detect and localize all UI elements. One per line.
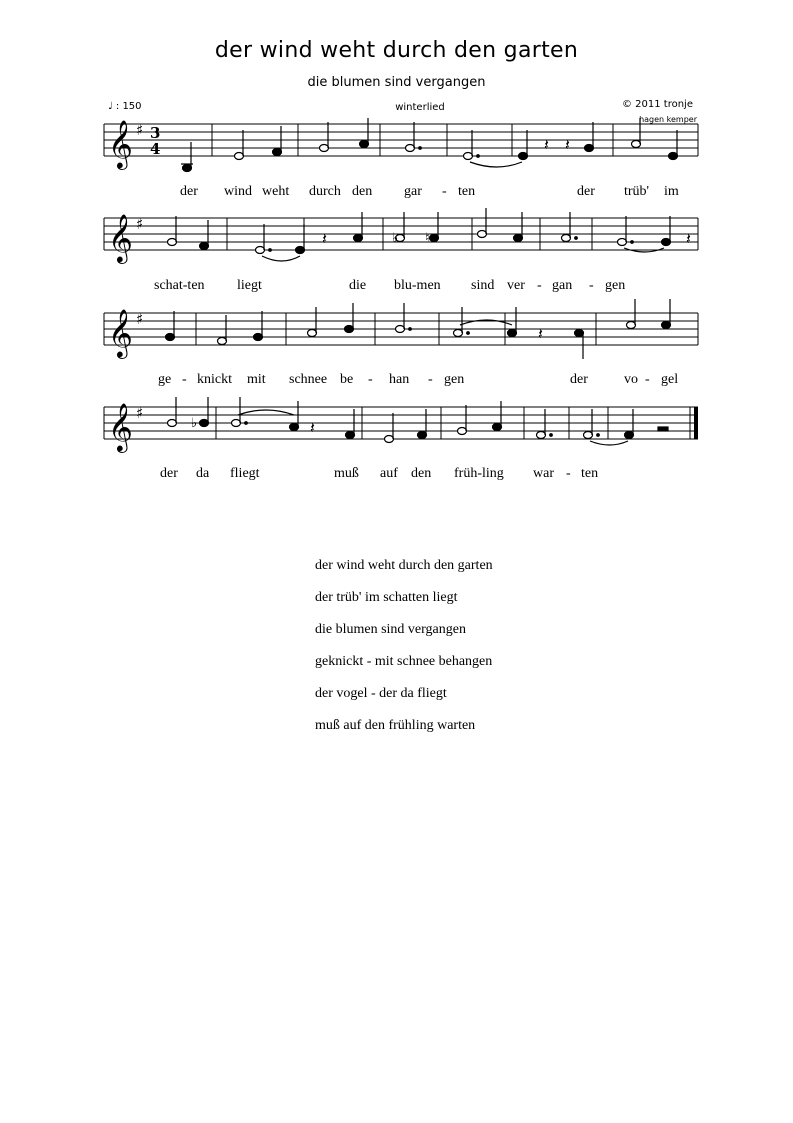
lyric-syllable: - (428, 372, 433, 387)
lyric-syllable: ten (458, 184, 476, 199)
lyric-syllable: - (566, 466, 571, 481)
quarter-rest-icon: 𝄽 (538, 324, 543, 343)
quarter-rest-icon: 𝄽 (565, 135, 570, 154)
notes-system-1 (181, 118, 678, 172)
lyric-syllable: ten (581, 466, 599, 481)
lyric-syllable: blu-men (394, 278, 441, 293)
lyric-syllable: der (160, 466, 178, 481)
lyric-syllable: schat-ten (154, 278, 205, 293)
piece-label: winterlied (395, 102, 445, 113)
verse-line: die blumen sind vergangen (315, 622, 466, 637)
key-signature-sharp: ♯ (136, 121, 144, 139)
lyric-syllable: die (349, 278, 367, 293)
key-signature-sharp: ♯ (136, 215, 144, 233)
time-signature-top: 3 (150, 124, 161, 142)
lyric-syllable: durch (309, 184, 341, 199)
staff-system-3 (104, 299, 698, 387)
lyric-syllable: - (182, 372, 187, 387)
lyric-syllable: sind (471, 278, 495, 293)
lyric-syllable: - (589, 278, 594, 293)
staff-system-1 (104, 118, 698, 199)
treble-clef-icon: 𝄞 (108, 213, 133, 262)
lyric-syllable: wind (224, 184, 252, 199)
lyric-syllable: mit (247, 372, 266, 387)
lyric-syllable: vo (624, 372, 638, 387)
flat-icon: ♭ (191, 416, 198, 431)
lyric-syllable: - (442, 184, 447, 199)
lyric-syllable: be (340, 372, 354, 387)
lyric-syllable: war (533, 466, 554, 481)
song-subtitle: die blumen sind vergangen (307, 75, 486, 90)
lyric-syllable: - (537, 278, 542, 293)
flat-icon: ♭ (392, 231, 399, 246)
lyric-syllable: gen (444, 372, 465, 387)
lyric-syllable: trüb' (624, 184, 650, 199)
copyright-notice: © 2011 tronje (621, 99, 693, 110)
verse-line: der wind weht durch den garten (315, 558, 493, 573)
lyric-syllable: den (352, 184, 373, 199)
lyric-syllable: knickt (197, 372, 232, 387)
time-signature-bottom: 4 (150, 140, 161, 158)
verse-line: muß auf den frühling warten (315, 718, 476, 733)
lyric-syllable: schnee (289, 372, 328, 387)
verse-line: geknickt - mit schnee behangen (315, 654, 493, 669)
lyric-syllable: gan (552, 278, 573, 293)
lyric-syllable: gar (404, 184, 422, 199)
music-score (0, 0, 793, 520)
lyric-syllable: gen (605, 278, 626, 293)
notes-system-4 (168, 397, 669, 445)
lyric-syllable: han (389, 372, 410, 387)
lyric-syllable: früh-ling (454, 466, 504, 481)
lyrics-system-1 (180, 184, 679, 199)
song-title: der wind weht durch den garten (214, 38, 579, 63)
lyrics-system-4 (160, 466, 598, 481)
quarter-rest-icon: 𝄽 (686, 229, 691, 248)
key-signature-sharp: ♯ (136, 310, 144, 328)
final-barline (694, 407, 698, 439)
lyric-syllable: ver (507, 278, 525, 293)
lyric-syllable: der (180, 184, 198, 199)
treble-clef-icon: 𝄞 (108, 119, 133, 168)
lyrics-system-2 (154, 278, 625, 293)
staff-system-4 (104, 397, 698, 481)
lyrics-system-3 (158, 372, 678, 387)
lyric-syllable: im (664, 184, 679, 199)
treble-clef-icon: 𝄞 (108, 308, 133, 357)
composer-name: hagen kemper (639, 115, 697, 124)
quarter-rest-icon: 𝄽 (544, 135, 549, 154)
lyric-syllable: fliegt (230, 466, 260, 481)
lyric-syllable: - (368, 372, 373, 387)
lyric-syllable: der (577, 184, 595, 199)
treble-clef-icon: 𝄞 (108, 402, 133, 451)
lyric-syllable: liegt (237, 278, 262, 293)
natural-icon: ♮ (425, 231, 430, 246)
lyric-syllable: - (645, 372, 650, 387)
staff-system-2 (104, 208, 698, 293)
lyric-syllable: den (411, 466, 432, 481)
quarter-rest-icon: 𝄽 (310, 418, 315, 437)
lyric-syllable: der (570, 372, 588, 387)
tempo-marking: ♩ : 150 (108, 101, 142, 112)
lyric-syllable: ge (158, 372, 172, 387)
key-signature-sharp: ♯ (136, 404, 144, 422)
lyric-syllable: muß (334, 466, 359, 481)
lyric-syllable: auf (380, 466, 398, 481)
lyric-syllable: gel (661, 372, 679, 387)
verse-line: der vogel - der da fliegt (315, 686, 447, 701)
verse-text (315, 557, 493, 749)
lyric-syllable: da (196, 466, 210, 481)
lyric-syllable: weht (262, 184, 290, 199)
quarter-rest-icon: 𝄽 (322, 229, 327, 248)
verse-line: der trüb' im schatten liegt (315, 590, 458, 605)
